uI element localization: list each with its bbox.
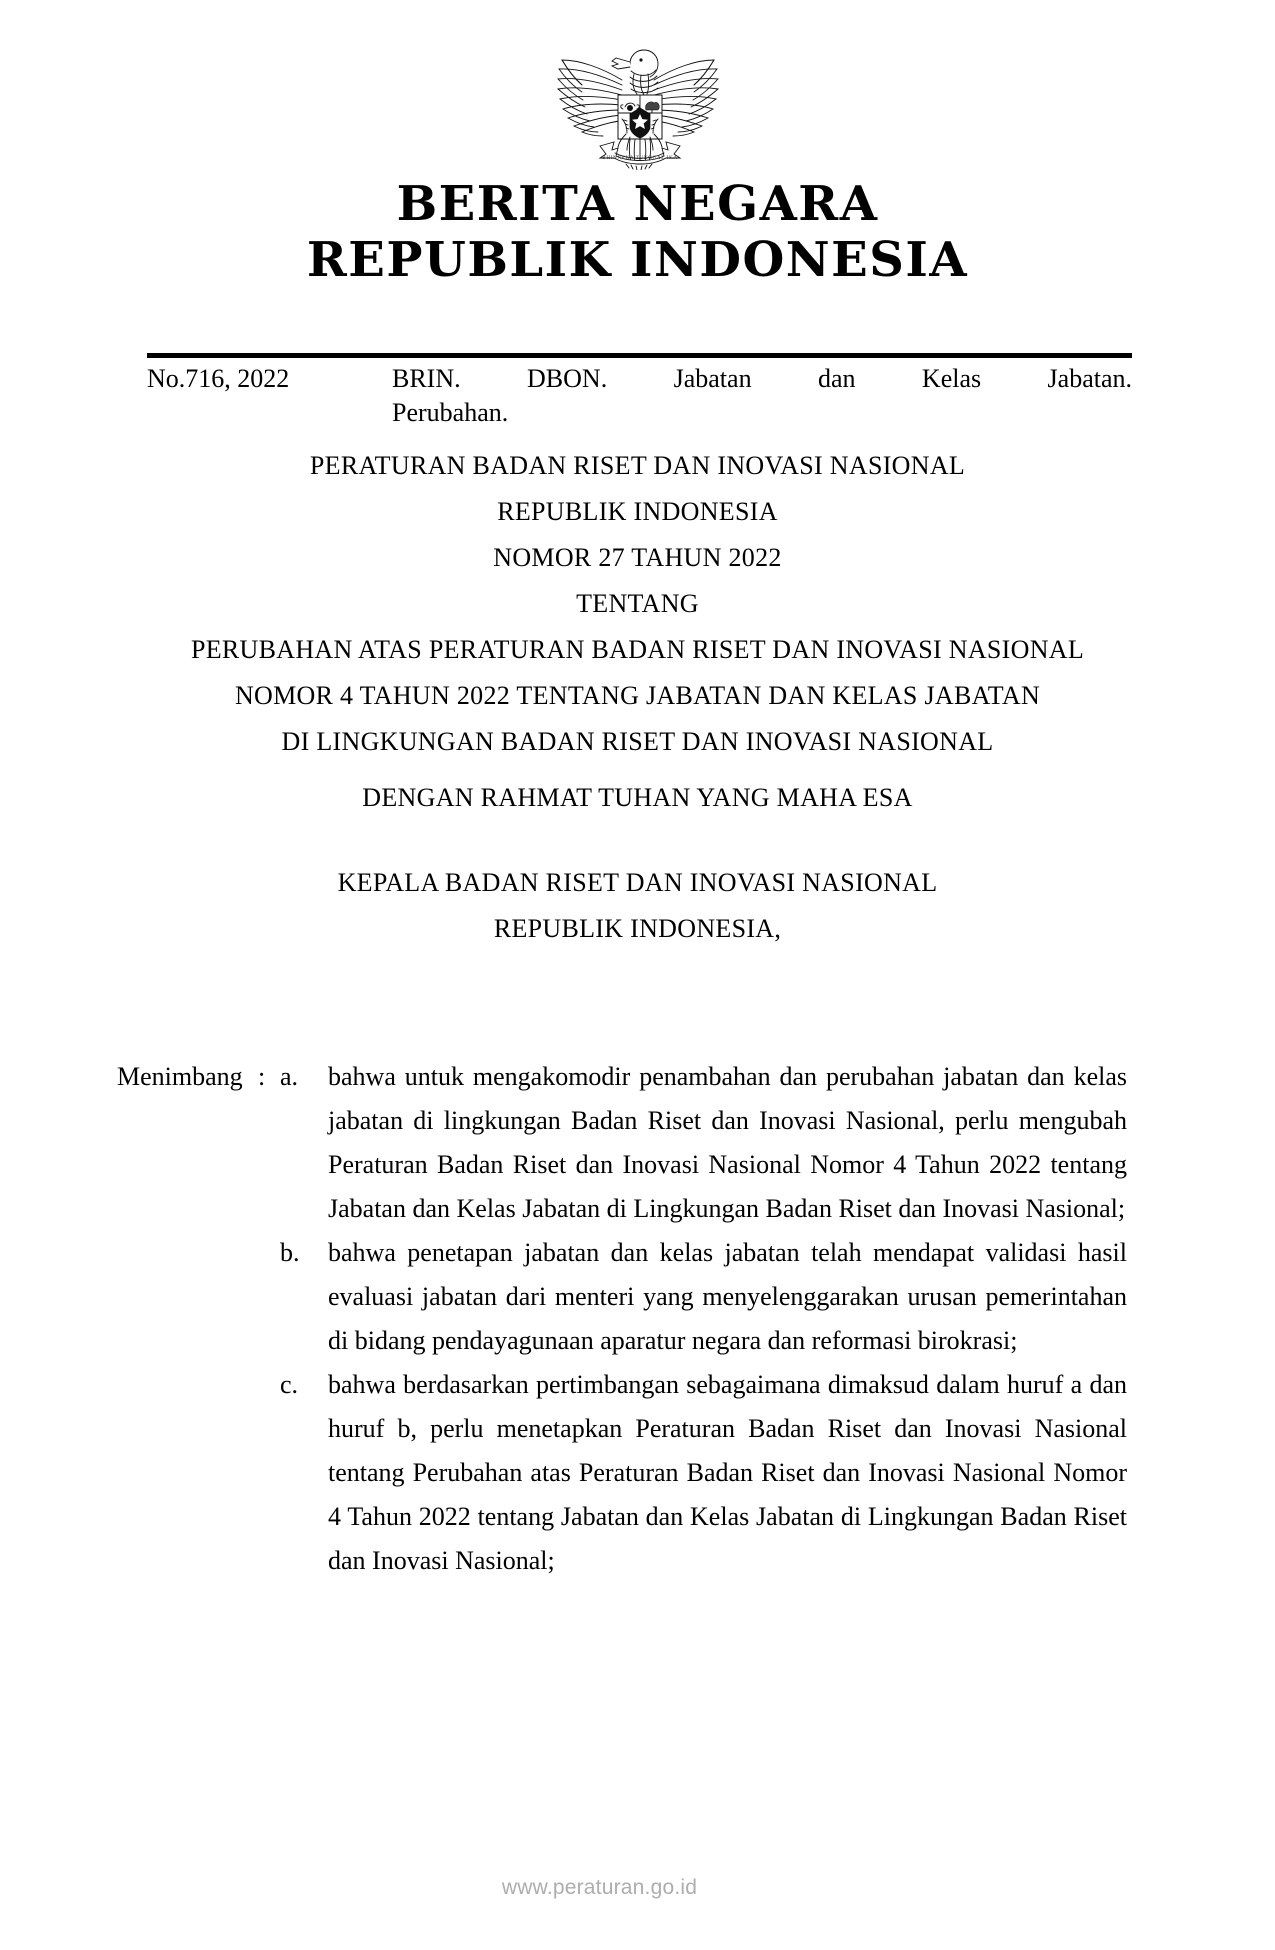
- regulation-title-block: [0, 443, 1275, 765]
- consideration-text-b: bahwa penetapan jabatan dan kelas jabatan telah mendapat validasi hasil evaluasi jabatan dari menteri yang menyelenggarakan urusan pemerintahan di bidang pendayagunaan aparatur negara dan reformasi birokrasi;: [328, 1238, 1127, 1355]
- signer-line-1: KEPALA BADAN RISET DAN INOVASI NASIONAL: [337, 868, 938, 897]
- consideration-letter-c: c.: [280, 1370, 299, 1399]
- masthead: [0, 176, 1275, 288]
- masthead-line-2: REPUBLIK INDONESIA: [306, 232, 969, 288]
- title-line-4-tentang: TENTANG: [576, 589, 699, 618]
- consideration-item-a: [117, 1055, 1127, 1231]
- signer-line-2: REPUBLIK INDONESIA,: [493, 914, 782, 943]
- consideration-item-c: [117, 1363, 1127, 1583]
- svg-text:BHINNEKA TUNGGAL IKA: BHINNEKA TUNGGAL IKA: [601, 155, 678, 161]
- signer-block: [0, 860, 1275, 952]
- title-line-7: DI LINGKUNGAN BADAN RISET DAN INOVASI NASIONAL: [281, 727, 994, 756]
- title-line-1: PERATURAN BADAN RISET DAN INOVASI NASIONAL: [309, 451, 966, 480]
- consideration-text-a: bahwa untuk mengakomodir penambahan dan perubahan jabatan dan kelas jabatan di lingkungan Badan Riset dan Inovasi Nasional, perlu mengubah Peraturan Badan Riset dan Inovasi Nasional Nomor 4 Tahun 2022 tentang Jabatan dan Kelas Jabatan di Lingkungan Badan Riset dan Inovasi Nasional;: [328, 1062, 1127, 1223]
- gazette-subjects: [392, 362, 1132, 430]
- consideration-text-c: bahwa berdasarkan pertimbangan sebagaimana dimaksud dalam huruf a dan huruf b, perlu menetapkan Peraturan Badan Riset dan Inovasi Nasional tentang Perubahan atas Peraturan Badan Riset dan Inovasi Nasional Nomor 4 Tahun 2022 tentang Jabatan dan Kelas Jabatan di Lingkungan Badan Riset dan Inovasi Nasional;: [328, 1370, 1127, 1575]
- gazette-subject-line-1: BRIN. DBON. Jabatan dan Kelas Jabatan.: [392, 364, 1132, 393]
- masthead-line-1: BERITA NEGARA: [396, 176, 879, 232]
- considerations-colon: :: [258, 1062, 266, 1091]
- gazette-number: No.716, 2022: [147, 364, 290, 393]
- header-divider: [147, 353, 1132, 358]
- title-line-3-number: NOMOR 27 TAHUN 2022: [493, 543, 782, 572]
- invocation-line: DENGAN RAHMAT TUHAN YANG MAHA ESA: [362, 783, 913, 812]
- gazette-subject-line-2: Perubahan.: [392, 398, 509, 427]
- consideration-letter-b: b.: [280, 1238, 300, 1267]
- garuda-pancasila-emblem: [0, 34, 1275, 170]
- consideration-letter-a: a.: [280, 1062, 299, 1091]
- considerations-label: Menimbang: [117, 1062, 243, 1091]
- invocation-block: [0, 775, 1275, 821]
- title-line-2: REPUBLIK INDONESIA: [497, 497, 778, 526]
- considerations-section: [117, 1055, 1127, 1583]
- title-line-6: NOMOR 4 TAHUN 2022 TENTANG JABATAN DAN KELAS JABATAN: [234, 681, 1041, 710]
- title-line-5: PERUBAHAN ATAS PERATURAN BADAN RISET DAN INOVASI NASIONAL: [190, 635, 1085, 664]
- source-url-watermark: www.peraturan.go.id: [501, 1876, 698, 1899]
- consideration-item-b: [117, 1231, 1127, 1363]
- header-meta: [147, 362, 1132, 430]
